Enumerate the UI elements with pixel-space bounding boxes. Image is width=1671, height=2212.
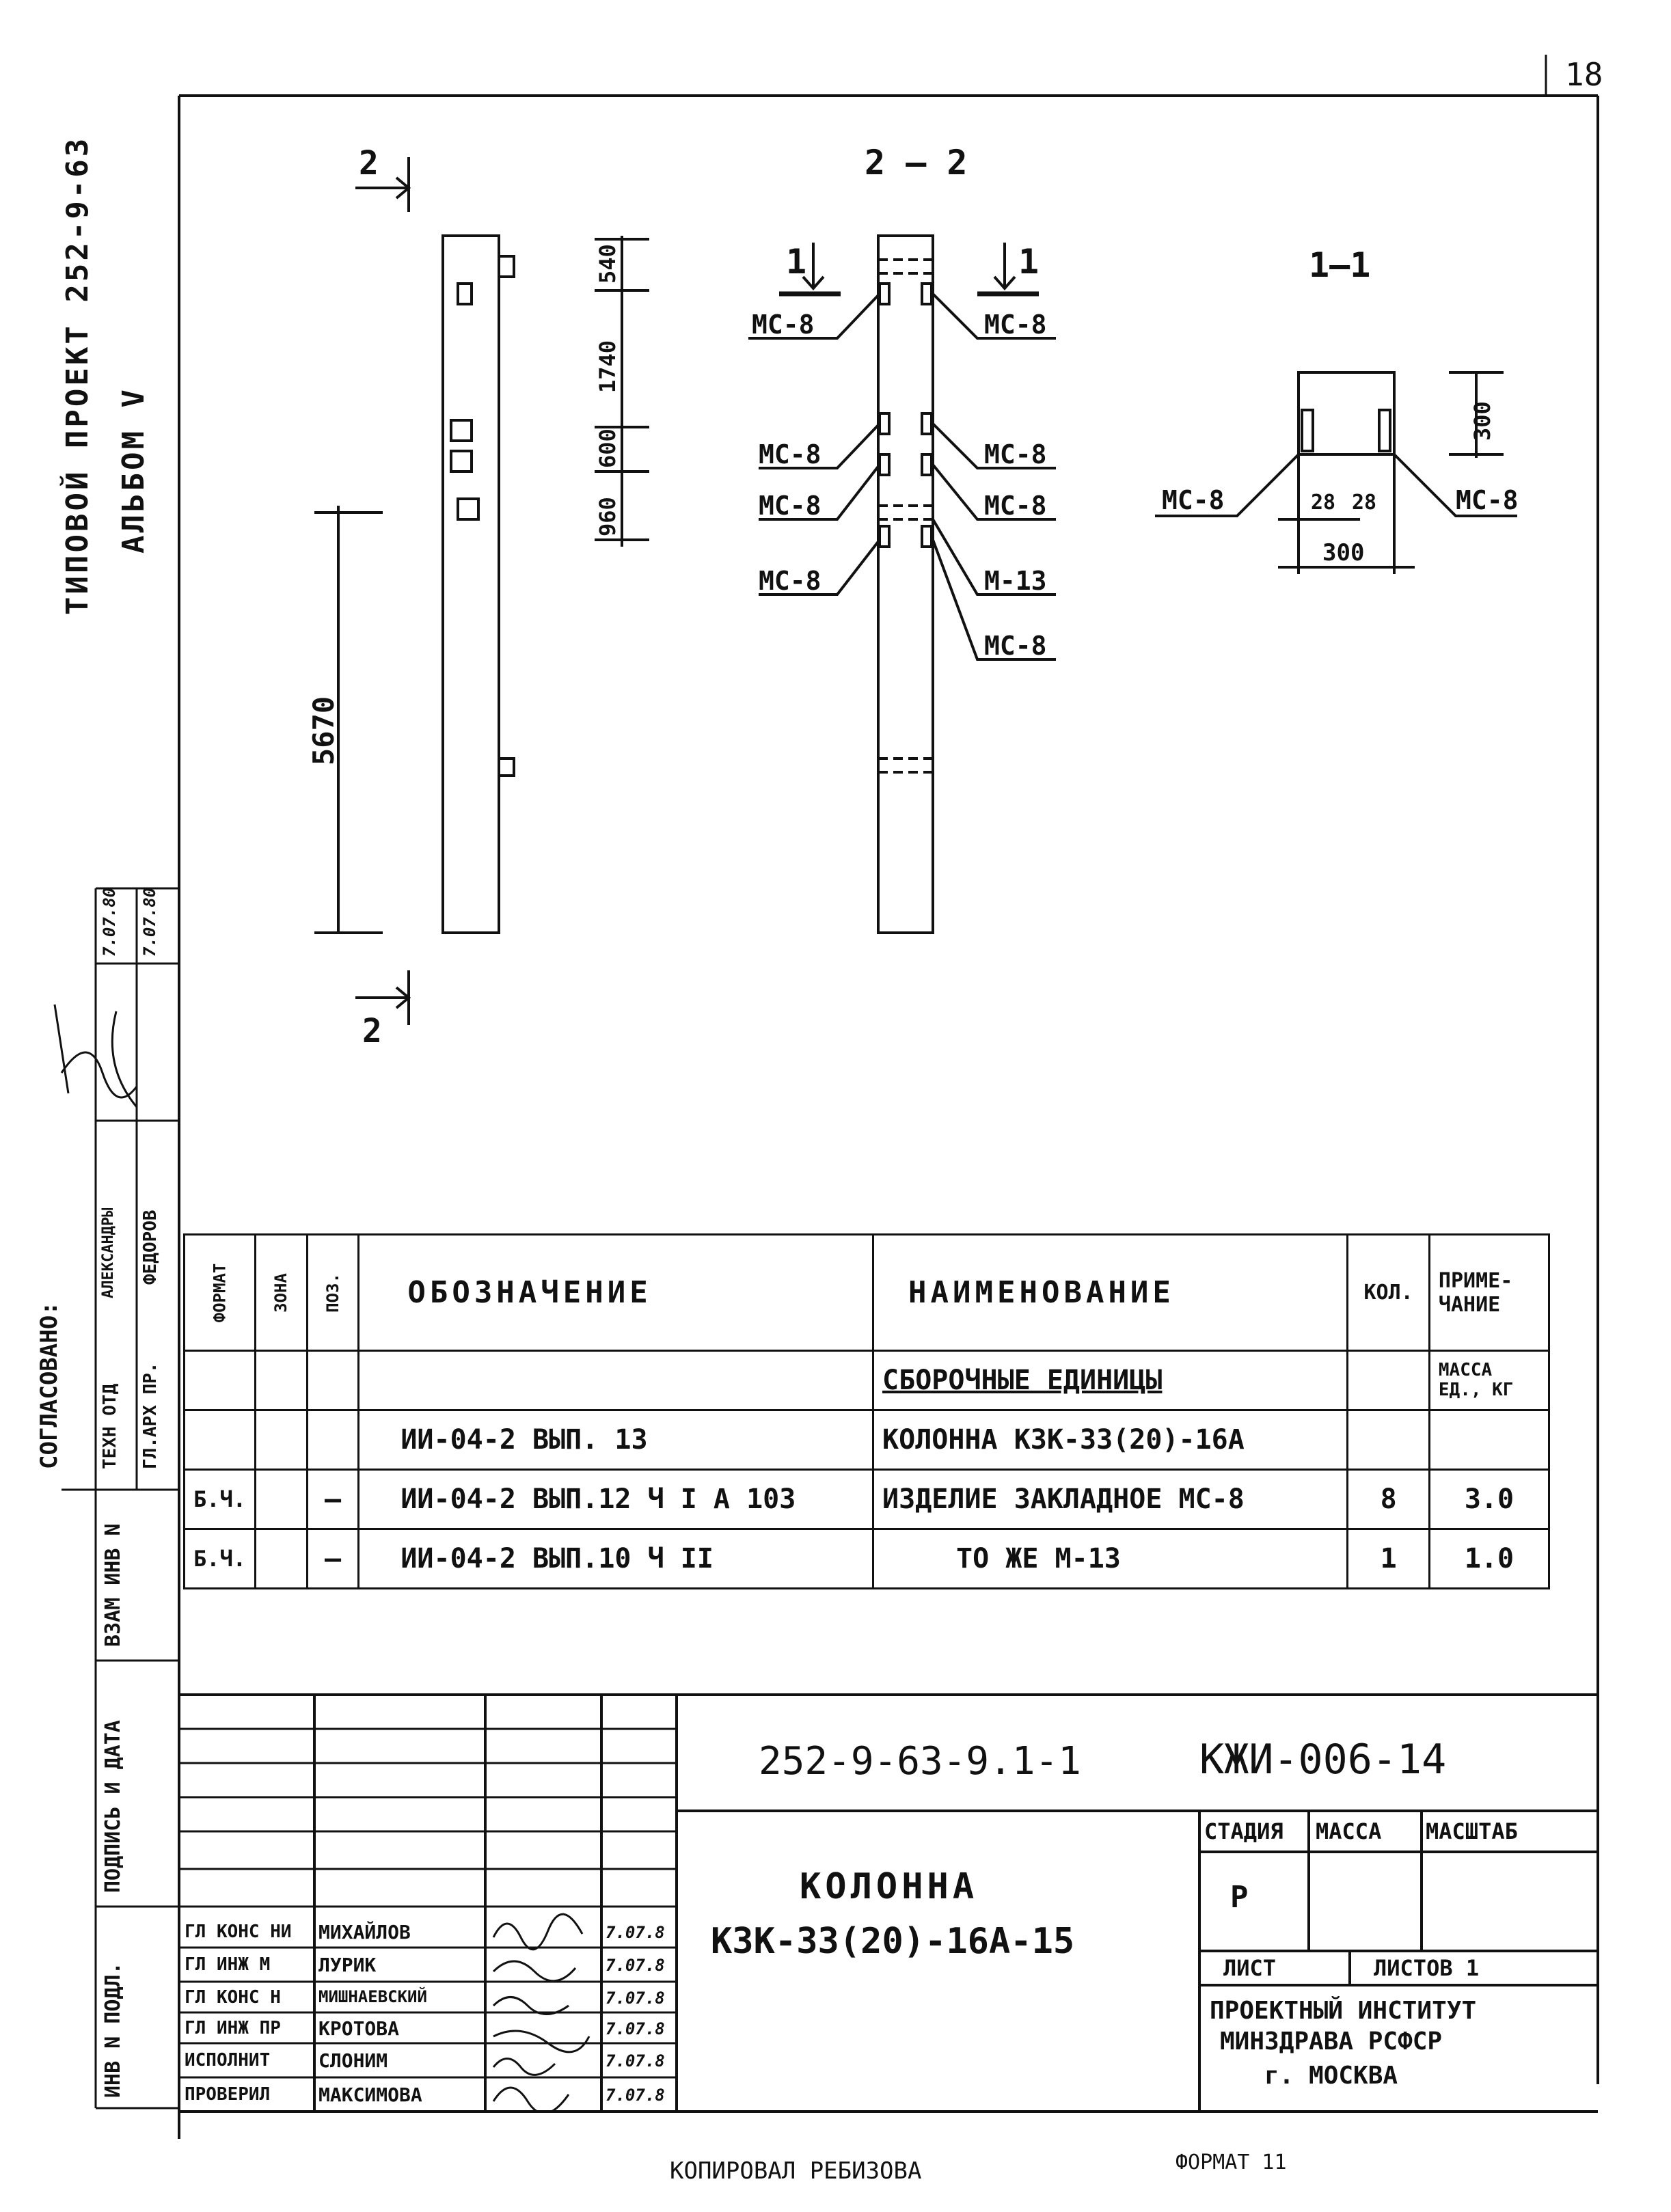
section-mark-1-right: 1 [1018,242,1040,282]
approval-name-2: ФЕДОРОВ [140,1210,161,1285]
callout-right-2: МС-8 [984,439,1047,469]
side-header-line1: ТИПОВОЙ ПРОЕКТ 252-9-63 [60,135,95,615]
sig-name-4: КРОТОВА [318,2017,400,2040]
org-line-2: МИНЗДРАВА РСФСР [1220,2027,1443,2056]
section-mark-top: 2 [359,144,379,182]
section-mark-bottom: 2 [362,1012,382,1050]
approval-name-1: АЛЕКСАНДРЫ [100,1207,117,1298]
sig-role-5: ИСПОЛНИТ [185,2050,271,2071]
row-format: Б.Ч. [185,1470,256,1529]
org-line-3: г. МОСКВА [1264,2062,1398,2090]
sheet-number: 18 [1565,56,1603,93]
doc-code: 252-9-63-9.1-1 [759,1739,1082,1784]
section-dim-gap-right: 28 [1352,491,1377,515]
approval-title: СОГЛАСОВАНО: [36,1301,63,1469]
callout-left-1: МС-8 [752,310,815,340]
footer-format: ФОРМАТ 11 [1176,2150,1287,2174]
sheets-label: ЛИСТОВ 1 [1374,1955,1480,1981]
sig-date-2: 7.07.8 [606,1956,665,1975]
row-designation: ИИ-04-2 ВЫП.12 Ч I А 103 [359,1470,873,1529]
approval-role-2: ГЛ.АРХ ПР. [140,1362,161,1469]
section-callout-right: МС-8 [1456,485,1519,515]
header-format: ФОРМАТ [210,1263,230,1322]
section-dim-height: 300 [1469,401,1495,441]
sig-date-1: 7.07.8 [606,1923,665,1942]
header-zone: ЗОНА [271,1272,291,1313]
row-designation: ИИ-04-2 ВЫП. 13 [359,1410,873,1470]
row-name: ИЗДЕЛИЕ ЗАКЛАДНОЕ МС-8 [873,1470,1348,1529]
callout-left-2: МС-8 [759,439,821,469]
doc-number: КЖИ-006-14 [1199,1736,1447,1784]
header-name: НАИМЕНОВАНИЕ [873,1235,1348,1351]
row-designation: ИИ-04-2 ВЫП.10 Ч II [359,1529,873,1589]
approval-date-1: 7.07.80 [100,887,119,957]
side-header-line2: АЛЬБОМ V [116,387,151,554]
dim-1740: 1740 [595,340,621,393]
section-dim-width: 300 [1322,539,1365,566]
org-line-1: ПРОЕКТНЫЙ ИНСТИТУТ [1210,1997,1477,2025]
margin-vzam: ВЗАМ ИНВ N [101,1523,125,1647]
sig-role-4: ГЛ ИНЖ ПР [185,2018,281,2038]
sig-date-6: 7.07.8 [606,2086,665,2105]
sheet-label: ЛИСТ [1223,1955,1277,1981]
margin-inv: ИНВ N ПОДЛ. [101,1962,125,2098]
handwritten-signatures [487,1910,601,2112]
sig-role-3: ГЛ КОНС Н [185,1987,281,2008]
scale-label: МАСШТАБ [1426,1818,1518,1844]
mass-label: МАССА [1316,1818,1382,1844]
row-pos: — [307,1470,359,1529]
section-mark-1-left: 1 [786,242,807,282]
row-pos: — [307,1529,359,1589]
dim-960: 960 [595,497,621,536]
margin-podpis: ПОДПИСЬ И ДАТА [101,1720,125,1893]
sig-name-3: МИШНАЕВСКИЙ [318,1987,427,2006]
title-line-1: КОЛОННА [800,1866,979,1907]
stage-value: Р [1230,1880,1249,1915]
sig-role-1: ГЛ КОНС НИ [185,1922,292,1942]
row-name: ТО ЖЕ М-13 [873,1529,1348,1589]
title-line-2: КЗК-33(20)-16А-15 [711,1921,1075,1962]
sig-name-6: МАКСИМОВА [318,2084,422,2106]
section-title: СБОРОЧНЫЕ ЕДИНИЦЫ [873,1351,1348,1410]
stage-label: СТАДИЯ [1204,1818,1283,1844]
row-format: Б.Ч. [185,1529,256,1589]
row-note: 3.0 [1429,1470,1549,1529]
row-note: 1.0 [1429,1529,1549,1589]
sig-name-1: МИХАЙЛОВ [318,1921,411,1943]
callout-left-4: МС-8 [759,566,821,596]
sig-name-2: ЛУРИК [318,1954,377,1976]
callout-right-5: МС-8 [984,631,1047,661]
header-note: ПРИМЕ- ЧАНИЕ [1429,1235,1549,1351]
section-note: МАССА ЕД., КГ [1429,1351,1549,1410]
row-qty: 8 [1348,1470,1430,1529]
callout-right-3: МС-8 [984,491,1047,521]
approval-date-2: 7.07.80 [140,887,159,957]
sig-role-2: ГЛ ИНЖ М [185,1954,271,1975]
header-qty: КОЛ. [1348,1235,1430,1351]
sig-date-4: 7.07.8 [606,2019,665,2038]
sig-name-5: СЛОНИМ [318,2049,388,2072]
callout-right-4: М-13 [984,566,1047,596]
sig-role-6: ПРОВЕРИЛ [185,2084,271,2105]
header-pos: ПОЗ. [323,1272,343,1313]
section-callout-left: МС-8 [1162,485,1225,515]
row-qty: 1 [1348,1529,1430,1589]
sig-date-5: 7.07.8 [606,2051,665,2071]
callout-right-1: МС-8 [984,310,1047,340]
elevation-title: 2 — 2 [865,143,968,182]
footer-copied: КОПИРОВАЛ РЕБИЗОВА [670,2157,922,2185]
dim-540: 540 [595,244,621,284]
callout-left-3: МС-8 [759,491,821,521]
dim-5670: 5670 [307,696,340,765]
section-dim-gap-left: 28 [1311,491,1336,515]
row-name: КОЛОННА КЗК-33(20)-16А [873,1410,1348,1470]
section-1-title: 1—1 [1309,245,1371,285]
header-designation: ОБОЗНАЧЕНИЕ [359,1235,873,1351]
dim-600: 600 [595,428,621,468]
sig-date-3: 7.07.8 [606,1989,665,2008]
approval-role-1: ТЕХН ОТД [100,1383,120,1469]
